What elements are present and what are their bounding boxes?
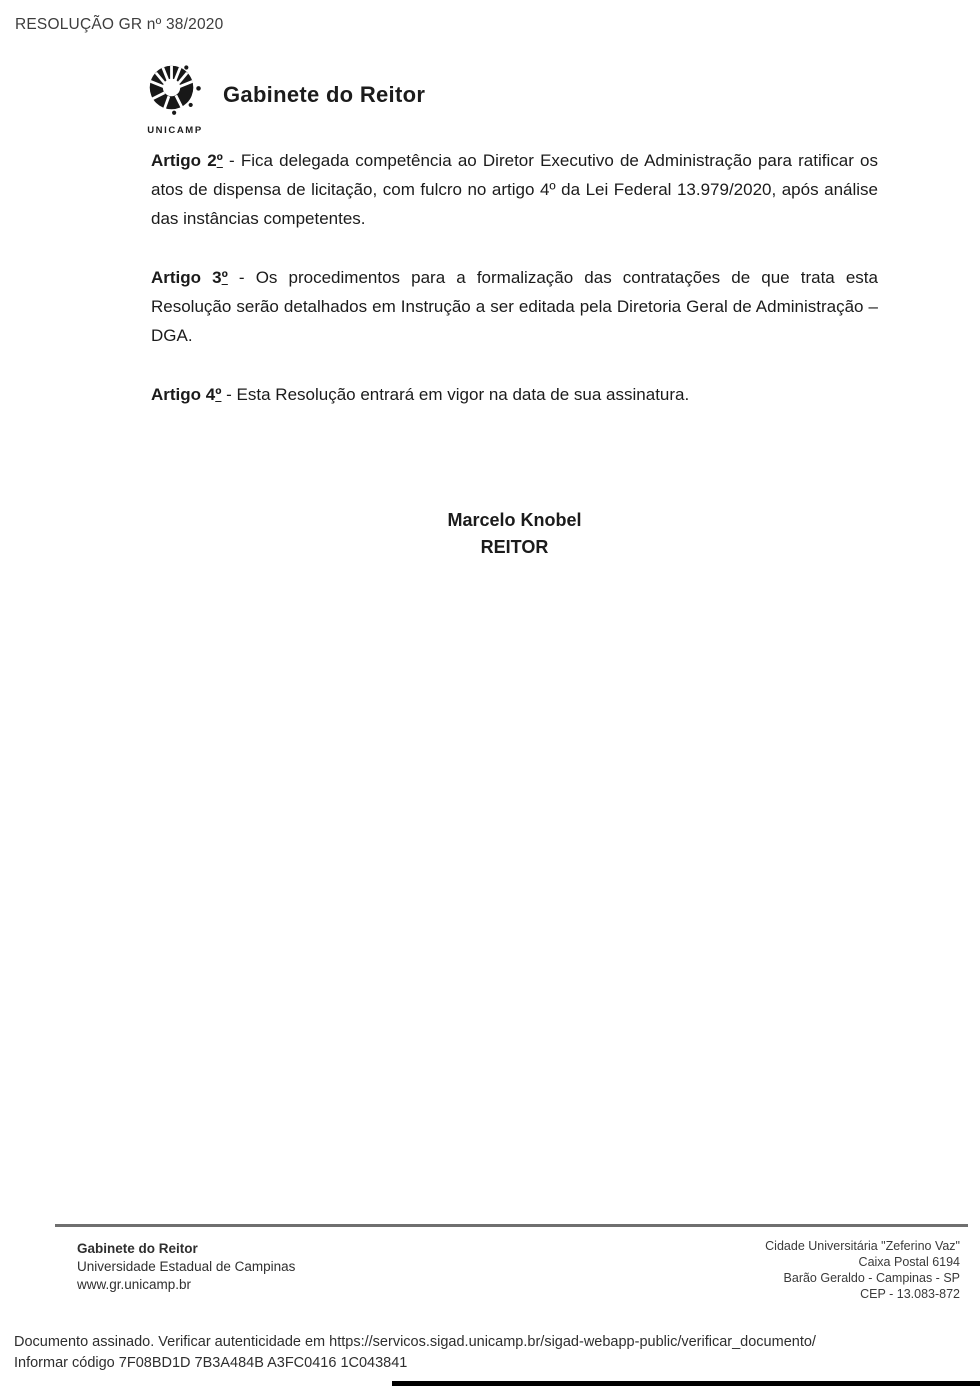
footer-address-cep: CEP - 13.083-872 [860, 1287, 960, 1301]
footer-address-city: Barão Geraldo - Campinas - SP [783, 1271, 960, 1285]
verification-url-line: Documento assinado. Verificar autenticidade em https://servicos.sigad.unicamp.br/sigad-webapp-public/verificar_documento/ [14, 1334, 816, 1350]
footer-office: Gabinete do Reitor [77, 1241, 198, 1256]
bottom-edge-bar [392, 1381, 980, 1386]
paragraph-artigo-3 [151, 263, 878, 350]
artigo-2-text: - Fica delegada competência ao Diretor Executivo de Administração para ratificar os atos de dispensa de licitação, com fulcro no artigo 4º da Lei Federal 13.979/2020, após análise das instâncias competentes. [151, 151, 878, 228]
artigo-3-text: - Os procedimentos para a formalização das contratações de que trata esta Resolução serão detalhados em Instrução a ser editada pela Diretoria Geral de Administração – DGA. [151, 268, 878, 345]
signature-block [151, 507, 878, 561]
artigo-2-ordinal: º [216, 151, 223, 170]
artigo-3-label: Artigo 3 [151, 268, 222, 287]
footer-divider [55, 1224, 968, 1227]
paragraph-artigo-2 [151, 146, 878, 233]
artigo-4-ordinal: º [215, 385, 222, 404]
footer-website: www.gr.unicamp.br [77, 1277, 192, 1292]
footer-institution: Universidade Estadual de Campinas [77, 1259, 296, 1274]
unicamp-logo [143, 64, 207, 136]
artigo-2-label: Artigo 2 [151, 151, 217, 170]
letterhead [143, 64, 425, 136]
document-body [151, 132, 878, 439]
footer-right-block [765, 1238, 960, 1302]
footer-address-campus: Cidade Universitária "Zeferino Vaz" [765, 1239, 960, 1253]
artigo-4-label: Artigo 4 [151, 385, 216, 404]
verification-banner [14, 1332, 816, 1373]
unicamp-logo-label: UNICAMP [147, 125, 203, 136]
signer-title: REITOR [480, 537, 549, 557]
verification-code-line: Informar código 7F08BD1D 7B3A484B A3FC0416 1C043841 [14, 1354, 408, 1371]
office-title: Gabinete do Reitor [223, 82, 426, 107]
footer-left-block [77, 1240, 295, 1294]
paragraph-artigo-4 [151, 380, 878, 409]
artigo-3-ordinal: º [221, 268, 228, 287]
document-reference: RESOLUÇÃO GR nº 38/2020 [15, 16, 224, 33]
signer-name: Marcelo Knobel [447, 510, 582, 530]
unicamp-emblem-icon [147, 64, 203, 123]
footer-address-po-box: Caixa Postal 6194 [858, 1255, 960, 1269]
artigo-4-text: - Esta Resolução entrará em vigor na data de sua assinatura. [221, 385, 690, 404]
